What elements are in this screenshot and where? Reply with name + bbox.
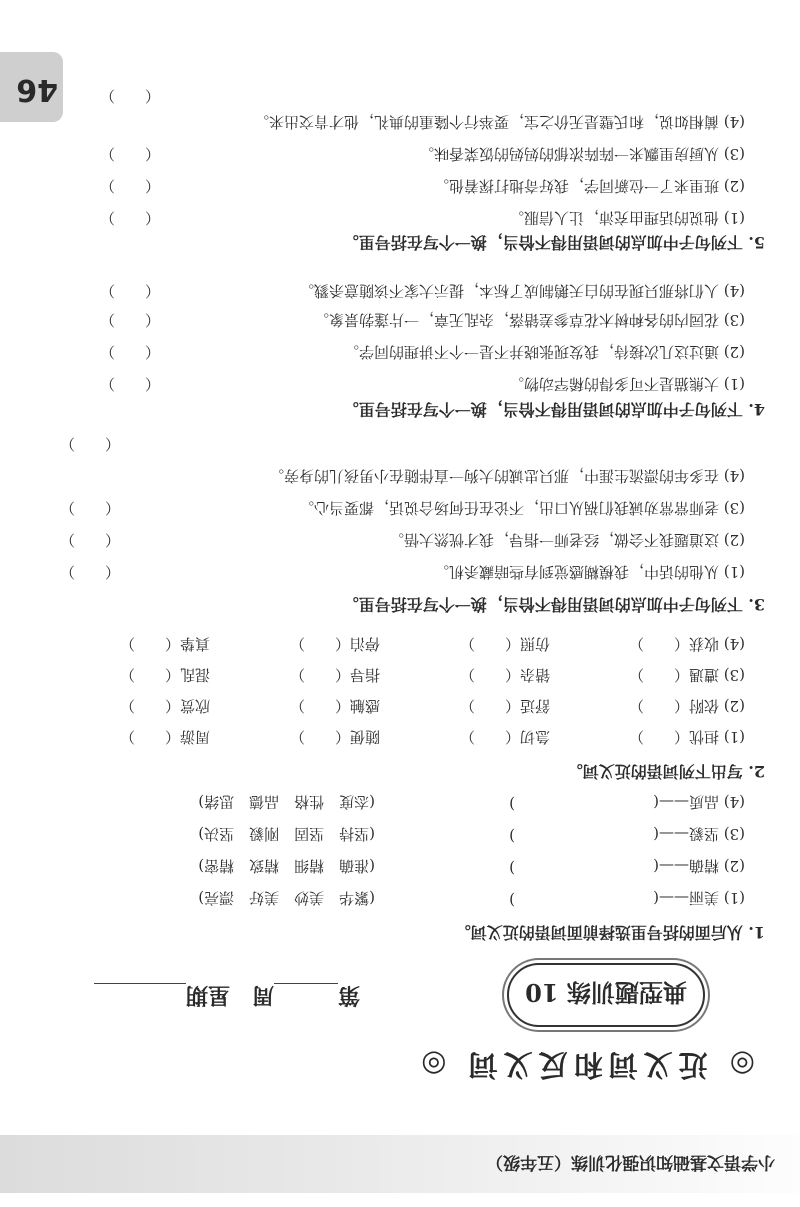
q3-item-3: (3) 老师常常劝诫我们祸从口出，不论在任何场合说话，都要当心。: [298, 499, 745, 517]
q1-title: 1. 从后面的括号里选择前面词语的近义词。: [454, 923, 765, 942]
week-xingqi: 星期: [185, 982, 230, 1008]
q5-paren-1: （ ）: [99, 209, 160, 227]
q1-item-3-close: ): [509, 827, 515, 845]
q3-paren-4: （ ）: [59, 435, 120, 453]
q5-item-3: (3) 从厨房里飘来一阵阵浓郁的妈妈的饭菜香味。: [418, 145, 745, 163]
week-di: 第: [337, 982, 360, 1008]
q1-item-3: (3) 坚毅——(: [653, 825, 745, 843]
q1-item-1-close: ): [509, 891, 515, 909]
q1-item-4-choices: (态度 性格 品德 思绪): [198, 793, 375, 811]
q3-item-4: (4) 在多年的漂流生涯中，那只忠诚的大狗一直伴随在小男孩儿的身旁。: [268, 467, 745, 485]
q4-item-2: (2) 通过这几次接待，我发现张晓并不是一个不讲理的同学。: [343, 343, 745, 361]
page-number: 46: [16, 72, 58, 107]
q4-item-1: (1) 大熊猫是不可多得的稀罕动物。: [508, 375, 745, 393]
q3-paren-3: （ ）: [59, 499, 120, 517]
section-title: ◎ 近义词和反义词 ◎: [415, 1048, 755, 1082]
q2-r3-c4: 混乱（ ）: [119, 666, 210, 684]
q2-r4-c2: 仿照（ ）: [459, 635, 550, 653]
q3-item-2: (2) 这道题我不会做，经老师一指导，我才恍然大悟。: [388, 531, 745, 549]
q2-r4-c3: 停泊（ ）: [289, 635, 380, 653]
q1-item-4: (4) 品质——(: [653, 793, 745, 811]
q5-paren-3: （ ）: [99, 145, 160, 163]
weekday-blank: [94, 984, 186, 1005]
q4-paren-2: （ ）: [99, 343, 160, 361]
q1-item-2: (2) 精确——(: [653, 857, 745, 875]
q4-paren-1: （ ）: [99, 375, 160, 393]
q2-r2-c2: 舒适（ ）: [459, 697, 550, 715]
q2-r1-c2: 急切（ ）: [459, 728, 550, 746]
q2-r2-c1: (2) 依附（ ）: [628, 697, 745, 715]
q5-item-2: (2) 班里来了一位新同学，我好奇地打探着他。: [433, 177, 745, 195]
q1-item-1-choices: (繁华 美妙 美好 漂亮): [198, 889, 375, 907]
q5-paren-2: （ ）: [99, 177, 160, 195]
week-blank: [274, 984, 338, 1005]
q2-r1-c1: (1) 担忧（ ）: [628, 728, 745, 746]
training-box-label: 典型题训练 10: [525, 978, 687, 1008]
q2-r2-c3: 感触（ ）: [289, 697, 380, 715]
q4-item-3: (3) 花园内的各种树木花草参差错落，杂乱无章，一片蓬勃景象。: [313, 311, 745, 329]
q5-item-1: (1) 他说的话理由充沛，让人信服。: [508, 209, 745, 227]
q4-item-4: (4) 人们将那只现在的白天鹅制成了标本，提示大家不该随意杀戮。: [298, 282, 745, 300]
q5-item-4: (4) 蔺相如说，和氏璧是无价之宝，要举行个隆重的典礼，他才肯交出来。: [253, 113, 745, 131]
q2-r4-c4: 真挚（ ）: [119, 635, 210, 653]
q3-item-1: (1) 从他的话中，我模糊感觉到有些暗藏杀机。: [433, 563, 745, 581]
q1-item-4-close: ): [509, 795, 515, 813]
q5-title: 5. 下列句子中加点的词语用得不恰当，换一个写在括号里。: [342, 233, 765, 252]
q2-r2-c4: 欣赏（ ）: [119, 697, 210, 715]
training-box: [507, 963, 705, 1027]
q1-item-3-choices: (坚持 坚固 刚毅 坚决): [198, 825, 375, 843]
q2-r4-c1: (4) 收获（ ）: [628, 635, 745, 653]
q2-r3-c1: (3) 遭遇（ ）: [628, 666, 745, 684]
q4-title: 4. 下列句子中加点的词语用得不恰当，换一个写在括号里。: [342, 400, 765, 419]
q2-r1-c3: 随便（ ）: [289, 728, 380, 746]
q2-r1-c4: 周游（ ）: [119, 728, 210, 746]
q4-paren-3: （ ）: [99, 311, 160, 329]
q3-title: 3. 下列句子中加点的词语用得不恰当，换一个写在括号里。: [342, 595, 765, 614]
header-title: 小学语文基础知识强化训练（五年级）: [486, 1152, 775, 1172]
q3-paren-2: （ ）: [59, 531, 120, 549]
q4-paren-4: （ ）: [99, 282, 160, 300]
q1-item-1: (1) 美丽——(: [653, 889, 745, 907]
q2-r3-c2: 错杂（ ）: [459, 666, 550, 684]
q3-paren-1: （ ）: [59, 563, 120, 581]
q2-r3-c3: 指导（ ）: [289, 666, 380, 684]
week-line: [94, 981, 360, 1012]
q1-item-2-choices: (准确 精细 精致 精密): [198, 857, 375, 875]
week-zhou: 周: [251, 982, 274, 1008]
q2-title: 2. 写出下列词语的近义词。: [566, 762, 765, 781]
q5-paren-4: （ ）: [99, 87, 160, 105]
q1-item-2-close: ): [509, 859, 515, 877]
